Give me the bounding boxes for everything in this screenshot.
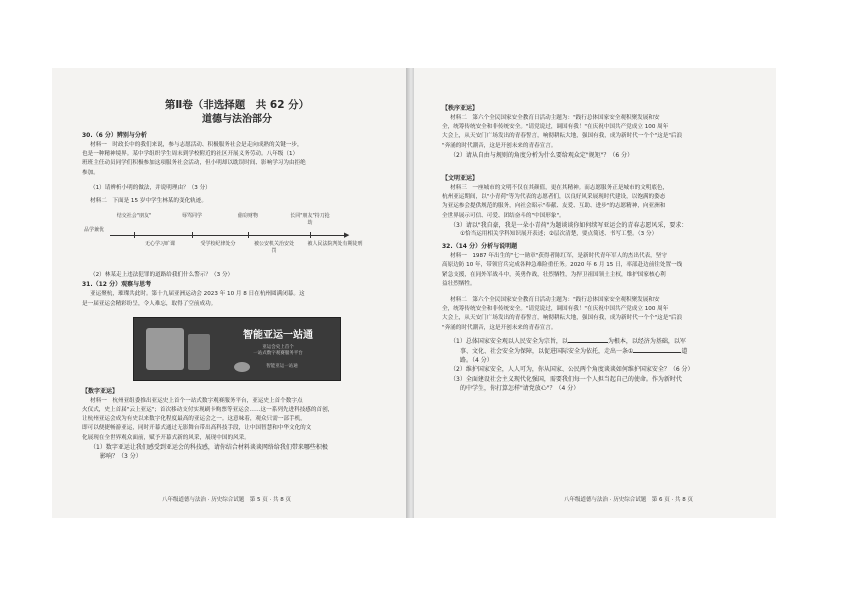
civility-material-line: 杭州亚运期间，以"小青荷"等为代表的志愿者们，以良好风采展现时代建设，以饱满的姿态 [442, 194, 666, 201]
q32-material-two-line: 大会上，从天安门广场发出的青春誓言，响彻耕耘大地，强国有我，成为新时代一个个"这是"后浪 [442, 315, 683, 322]
timeline-axis-label: 品学兼优 [84, 227, 105, 234]
q31-sub-question-1: （1）数字亚运让我们感受到亚运会的科技感，请你结合材料谈谈网络给我们带来哪些积极 [90, 443, 328, 451]
banner-subtitle-line: 一站式数字观赛服务平台 [253, 350, 303, 356]
civility-material-line: 全世界展示可信、可爱、团结奋斗的"中国形象"。 [442, 212, 565, 219]
logo-icon [234, 362, 250, 372]
right-page-footer: 八年级道德与法治 · 历史综合试题 第 6 页 · 共 8 页 [564, 497, 693, 503]
section-title: 道德与法治部分 [202, 114, 272, 125]
timeline-tick [192, 232, 193, 238]
phone-graphic [188, 334, 210, 370]
q32-sub-question-3-cont: 的中学生，你打算怎样"请党放心"？（4 分） [460, 384, 580, 392]
q30-material-line: 班班主任动员同学们积极参加这项服务社会活动，但小明却以耽误时间、影响学习为由拒绝 [82, 160, 306, 167]
q31-material-line: 即可以便捷畅游亚运，同时开幕式通过无影舞台带出高科技手段，让中国智慧和中华文化的文 [82, 425, 312, 432]
q32-sub1-text: 道 [681, 348, 688, 356]
civility-material-line: 材料三 一座城市的文明不仅在其颜值，更在其精神。而志愿服务正是城市的文明底色， [450, 185, 669, 192]
q31-material-line: 让杭州亚运会成为有史以来数字化程度最高的亚运会之一。这意味着，观众只需一部手机， [82, 416, 306, 423]
q32-sub1-text: 事、文化、社会安全为保障，以促进国际安全为依托，走出一条① [460, 348, 634, 356]
timeline-event-top: 偷窃财物 [237, 213, 258, 220]
q31-intro-line: 是一届亚运会精彩纷呈，令人难忘，取得了空前成功。 [82, 300, 217, 307]
banner-subtitle [218, 345, 338, 357]
q32-sub-question-2: （2）维护国家安全，人人可为，你从国家、公民两个角度谈谈如何维护国家安全？（6 分） [450, 366, 694, 374]
q32-material-one-line: 益壮烈牺牲。 [442, 280, 476, 287]
volume-title: 第Ⅱ卷（非选择题 共 62 分） [164, 99, 310, 111]
order-material-line: "奔涌的时代潮音，这是开创未来的青春宣言。 [442, 142, 557, 149]
scanned-exam-spread [52, 68, 776, 518]
q32-material-two-line: 全，统筹传统安全和非传统安全。"请党说过，调国有我！"在庆祝中国共产党成立 100 周年 [442, 306, 669, 313]
timeline-event-bottom: 受学校纪律处分 [200, 241, 236, 248]
timeline-event-bottom: 无心学习旷课 [144, 241, 175, 248]
q30-material-two: 材料二 下面是 15 岁中学生林某的变化轨迹。 [90, 198, 207, 205]
civility-material-line: 为亚运参会提供规范的服务，向社会昭示"奉献、友爱、互助、进步"的志愿精神，向亚洲和 [442, 203, 666, 210]
smart-asian-games-banner-image [133, 317, 341, 381]
q31-sub-question-3: （3）请以"我自豪，我是一朵小青荷"为题谈谈你如何续写亚运会的青春志愿风采，要求： [450, 221, 688, 229]
q32-material-two-line: "奔涌的时代潮音，这是开创未来的青春宣言。 [442, 324, 557, 331]
q31-sub-question-3-requirements: ①恰当运用相关学科知识展开表述；②层次清楚，要点简述、书写工整。（3 分） [460, 231, 658, 238]
timeline-event-bottom: 被公安机关治安处罚 [253, 241, 294, 254]
q32-sub-question-1-end: 路。（4 分） [460, 357, 493, 365]
q32-sub-question-1-cont [442, 346, 758, 356]
right-exam-page [414, 68, 776, 518]
banner-logo-text: 智能亚运一站通 [266, 363, 298, 369]
timeline-event-top: 结交社会"朋友" [116, 213, 152, 220]
phone-graphic [146, 328, 184, 370]
banner-subtitle-line: 亚运会史上首个 [262, 344, 294, 350]
q32-material-one-line: 紧急支援，在同外军战斗中，英勇作战，壮烈牺牲，为捍卫祖国领土主权，维护国家核心利 [442, 271, 666, 278]
q31-intro-line: 亚运聚杭，璀璨共此时。第十九届亚洲运动会 2023 年 10 月 8 日在杭州圆满闭幕。这 [90, 291, 305, 298]
section-tag-order: 【秩序亚运】 [442, 105, 479, 112]
answer-blank[interactable] [568, 336, 608, 343]
q31-sub-question-1-cont: 影响？（3 分） [100, 453, 142, 461]
q30-sub-question-2: （2）林某走上违法犯罪的道路给我们什么警示？（3 分） [90, 272, 234, 279]
section-tag-civility: 【文明亚运】 [442, 175, 479, 183]
q32-heading: 32.（14 分）分析与说明题 [442, 243, 518, 251]
q32-material-one-line: 材料一 1987 年出生的"七一勋章"获得者陈红军，是新时代青年军人的杰出代表，坚守 [450, 253, 667, 260]
q32-material-two-line: 材料二 第六个全民国家安全教育日活动主题为："践行总体国家安全观积聚发展和安 [450, 297, 660, 304]
timeline-tick [134, 232, 135, 238]
q32-sub1-text: （1）总体国家安全观以人民安全为宗旨，以 [450, 337, 568, 345]
q31-material-line: 化展现在全世界观众面前，赋予开幕式新的风采，展现中国的风采。 [82, 434, 250, 441]
order-material-line: 大会上，从天安门广场发出的青春誓言，响彻耕耘大地，强国有我，成为新时代一个个"这是"后浪 [442, 133, 683, 140]
timeline-tick [248, 232, 249, 238]
order-material-line: 材料二 第六个全民国家安全教育日活动主题为："践行总体国家安全观积聚发展和安 [450, 115, 660, 121]
q30-material-line: 也是一种精神境界。某中学组织学生周末到学校附近的社区开展义务劳动。八年级（1） [82, 151, 299, 158]
timeline-axis-line [110, 235, 348, 236]
trajectory-timeline [82, 207, 392, 269]
timeline-event-top: 长同"朋友"持刀抢劫 [290, 213, 330, 226]
q32-material-one-line: 高原边防 10 年，带领官兵完成各种急难险重任务。2020 年 6 月 15 日，率部赴边前往处置一线 [442, 262, 683, 269]
q30-material-line: 材料一 时政长中的我们来说，参与志愿活动、积极服务社会是走向成熟的关键一步， [90, 142, 303, 148]
q30-sub-question-1: （1）请辨析小明的做法，并说明理由？（3 分） [90, 184, 211, 191]
q32-sub-question-1 [442, 336, 758, 346]
q32-sub1-text: 为根本，以经济为基础，以军 [607, 337, 686, 345]
timeline-arrow-icon: ▶ [344, 231, 350, 240]
q31-material-line: 材料一 杭州亚组委推出亚运史上首个一站式数字观赛服务平台，亚运史上首个数字点 [90, 397, 303, 404]
timeline-tick [310, 232, 311, 238]
section-tag-digital: 【数字亚运】 [82, 387, 119, 395]
q30-heading: 30.（6 分）辨别与分析 [82, 132, 147, 139]
left-exam-page [52, 68, 408, 518]
q31-heading: 31.（12 分）观察与思考 [82, 281, 152, 289]
q31-material-line: 火仪式，史上首届"云上亚运"；首次移动支付实现刷卡购票等亚运会……这一系列先进科技感的首创， [82, 407, 334, 414]
banner-title: 智能亚运一站通 [243, 329, 313, 341]
timeline-event-top: 辱骂同学 [181, 213, 202, 220]
order-material-line: 全，统筹传统安全和非传统安全。"请党说过，调国有我！"在庆祝中国共产党成立 100 周年 [442, 124, 669, 131]
q30-material-line: 参加。 [82, 169, 99, 176]
left-page-footer: 八年级道德与法治 · 历史综合试题 第 5 页 · 共 8 页 [162, 497, 291, 503]
timeline-event-bottom: 被人民法院判处有期徒刑 [307, 241, 363, 248]
answer-blank[interactable] [633, 346, 681, 353]
q31-sub-question-2: （2）请从自由与规则的角度分析为什么要给观众定"规矩"？（6 分） [450, 151, 634, 159]
q32-sub-question-3: （3）全面建设社会主义现代化强国，需要我们每一个人担当起自己的使命。作为新时代 [450, 375, 682, 383]
